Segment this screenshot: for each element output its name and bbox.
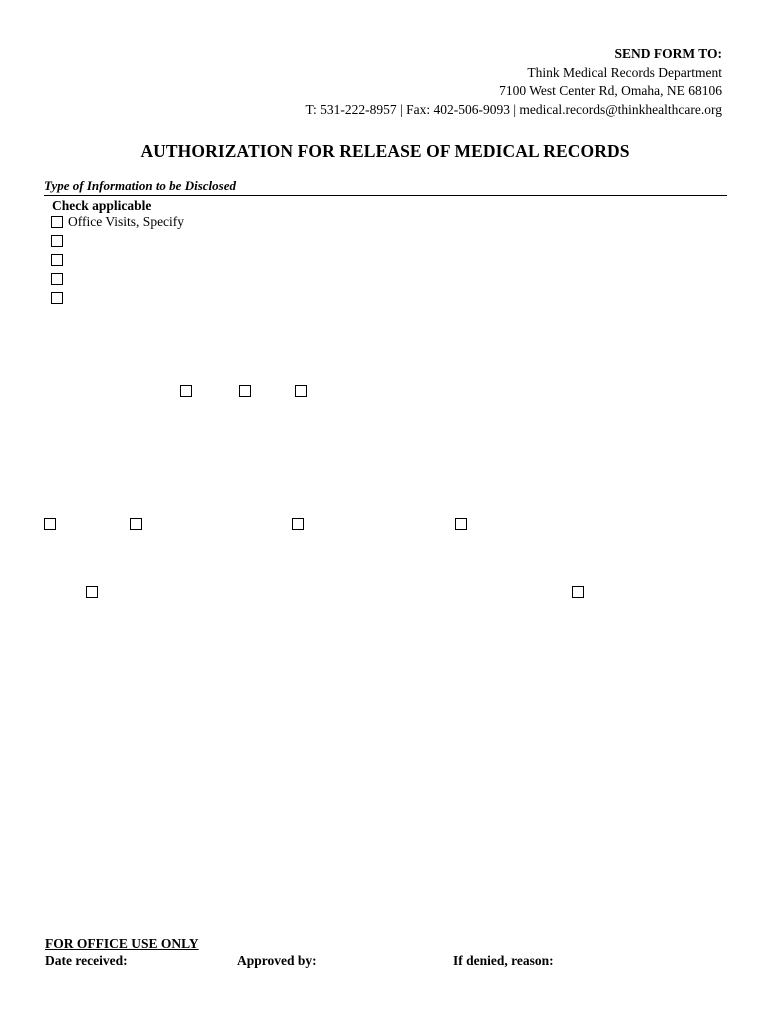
check-applicable-label: Check applicable (52, 198, 152, 213)
send-form-heading: SEND FORM TO: (614, 46, 722, 61)
row3-checkbox-1[interactable] (86, 586, 98, 598)
date-received-label: Date received: (45, 953, 128, 968)
type-option-checkbox-2[interactable] (51, 235, 63, 247)
form-title: AUTHORIZATION FOR RELEASE OF MEDICAL RECORDS (140, 141, 630, 161)
row3-checkbox-2[interactable] (572, 586, 584, 598)
type-option-checkbox-5[interactable] (51, 292, 63, 304)
section-divider (44, 195, 727, 196)
section-heading: Type of Information to be Disclosed (44, 178, 236, 193)
office-visits-checkbox[interactable] (51, 216, 63, 228)
mailing-address: 7100 West Center Rd, Omaha, NE 68106 (499, 83, 722, 98)
department-name: Think Medical Records Department (527, 64, 722, 80)
send-form-to-block (305, 45, 722, 119)
row2-checkbox-1[interactable] (44, 518, 56, 530)
contact-line: T: 531-222-8957 | Fax: 402-506-9093 | medical.records@thinkhealthcare.org (305, 101, 722, 117)
type-option-checkbox-3[interactable] (51, 254, 63, 266)
row2-checkbox-3[interactable] (292, 518, 304, 530)
row2-checkbox-2[interactable] (130, 518, 142, 530)
row1-checkbox-2[interactable] (239, 385, 251, 397)
office-visits-label: Office Visits, Specify (68, 214, 185, 229)
denied-reason-label: If denied, reason: (453, 953, 554, 968)
type-option-checkbox-4[interactable] (51, 273, 63, 285)
row2-checkbox-4[interactable] (455, 518, 467, 530)
approved-by-label: Approved by: (237, 953, 317, 968)
office-use-heading: FOR OFFICE USE ONLY (45, 936, 199, 951)
row1-checkbox-3[interactable] (295, 385, 307, 397)
row1-checkbox-1[interactable] (180, 385, 192, 397)
